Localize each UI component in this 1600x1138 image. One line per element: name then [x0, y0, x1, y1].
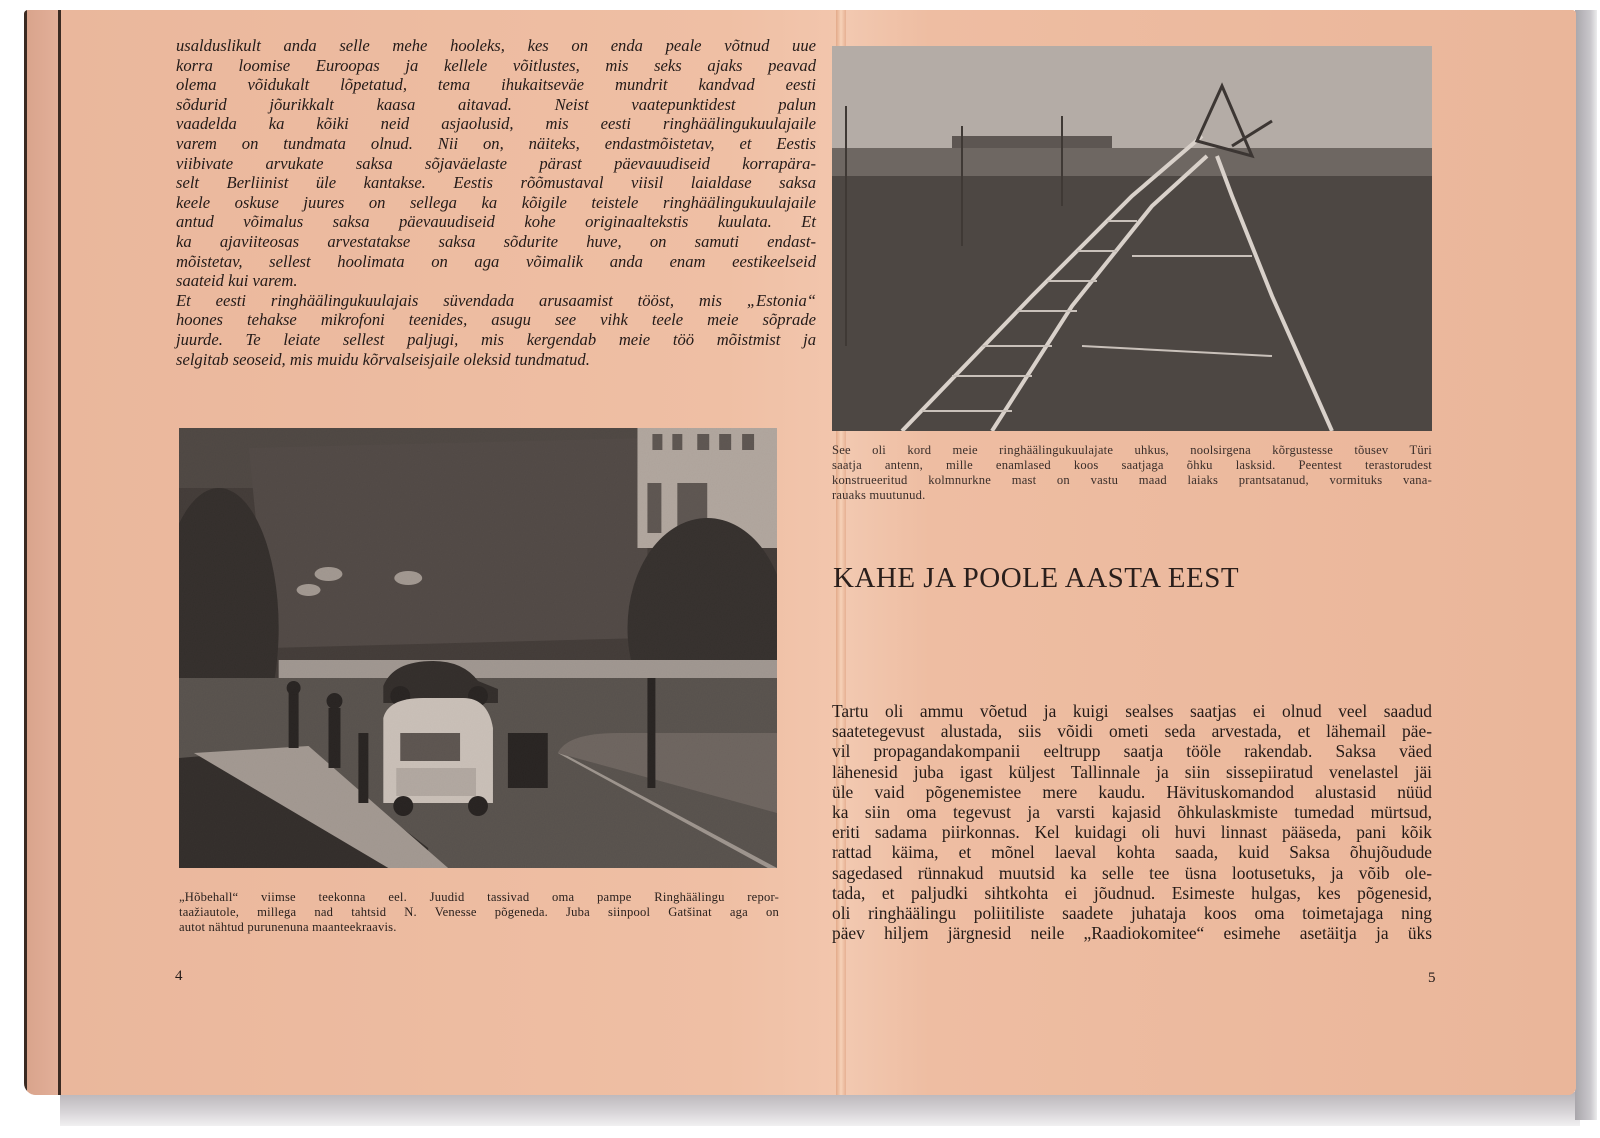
- text-line: rauaks muutunud.: [832, 488, 926, 502]
- scan-shadow-right: [1575, 10, 1597, 1120]
- text-line: vaadelda ka kõiki neid asjaolusid, mis eesti ringhäälingukuulajaile: [176, 114, 816, 134]
- right-photo-caption: [832, 443, 1432, 503]
- text-line: autot nähtud purunenuna maanteekraavis.: [179, 920, 397, 934]
- text-line: usalduslikult anda selle mehe hooleks, kes on enda peale võtnud uue: [176, 36, 816, 55]
- street-photo-illustration: [179, 428, 777, 868]
- mast-photo-illustration: [832, 46, 1432, 431]
- text-line: mõistetav, sellest hoolimata on aga võimalik anda enam eestikeelseid: [176, 251, 816, 271]
- scan-shadow-bottom: [60, 1092, 1580, 1126]
- text-line: oli ringhäälingu poliitiliste saadete juhataja koos oma toimetajaga ning: [832, 903, 1432, 924]
- cover-edge: [24, 10, 61, 1095]
- text-line: juurde. Te leiate sellest paljugi, mis kergendab meie töö mõistmist ja: [176, 329, 816, 349]
- text-line: olema võidukalt lõpetatud, tema ihukaitseväe mundrit kandvad eesti: [176, 75, 816, 95]
- text-line: rattad käima, et mõnel laeval kohta saada, kuid Saksa õhujõudude: [832, 842, 1432, 863]
- text-line: sõdurid jõurikkalt kaasa aitavad. Neist vaatepunktidest palun: [176, 94, 816, 114]
- text-line: korra loomise Euroopas ja kellele võitlustes, mis seks ajaks peavad: [176, 55, 816, 75]
- text-line: keele oskuse juures on sellega ka kõigile teistele ringhäälingukuulajaile: [176, 192, 816, 212]
- text-line: selgitab seoseid, mis muidu kõrvalseisjaile oleksid tundmatud.: [176, 349, 590, 369]
- text-line: eriti sadama piirkonnas. Kel kuidagi oli huvi linnast pääseda, pani kõik: [832, 822, 1432, 843]
- text-line: üle vaid põgenemistee mere kaudu. Hävituskomandod alustasid nüüd: [832, 781, 1432, 802]
- chapter-title: KAHE JA POOLE AASTA EEST: [833, 562, 1240, 594]
- text-line: varem on tundmata olnud. Nii on, näiteks, endastmõistetav, et Eestis: [176, 133, 816, 153]
- text-line: tada, et paljudki sihtkohta ei jõudnud. Esimeste hulgas, kes põgenesid,: [832, 882, 1432, 903]
- text-line: Tartu oli ammu võetud ja kuigi sealses saatjas ei olnud veel saadud: [832, 701, 1432, 721]
- photo-street-reportage-car: [179, 428, 777, 868]
- page-number-right: 5: [1428, 970, 1436, 986]
- text-line: See oli kord meie ringhäälingukuulajate uhkus, noolsirgena kõrgustesse tõusev Türi: [832, 443, 1432, 457]
- text-line: saateid kui varem.: [176, 271, 298, 291]
- text-line: selt Berliinist üle kantakse. Eestis rõõmustaval viisil laialdase saksa: [176, 173, 816, 193]
- text-line: antud võimalus saksa päevauudiseid kohe originaaltekstis kuulata. Et: [176, 212, 816, 232]
- booklet-spread: [24, 10, 1576, 1095]
- text-line: sagedased rünnakud muutsid ka selle tee üsna lootusetuks, ja võib ole-: [832, 862, 1432, 883]
- text-line: vil propagandakompanii eeltrupp saatja tööle rakendab. Saksa väed: [832, 741, 1432, 762]
- text-line: saatetegevust alustada, siis võidi ometi seda arvestada, et lähemail päe-: [832, 721, 1432, 742]
- photo-collapsed-antenna-mast: [832, 46, 1432, 431]
- page-number-left: 4: [175, 968, 183, 984]
- text-line: saatja antenn, mille enamlased koos saatjaga õhku lasksid. Peentest terastorudest: [832, 458, 1432, 472]
- text-line: päev hiljem järgnesid neile „Raadiokomitee“ esimehe asetäitja ja üks: [832, 923, 1432, 944]
- text-line: lähenesid juba igast küljest Tallinnale ja siin sissepiiratud venelastel jäi: [832, 761, 1432, 782]
- left-page-paragraph: [176, 36, 816, 369]
- text-line: Et eesti ringhäälingukuulajais süvendada arusaamist tööst, mis „Estonia“: [176, 290, 816, 310]
- text-line: ka ajaviiteosas arvestatakse saksa sõdurite huve, on samuti endast-: [176, 231, 816, 251]
- text-line: taažiautole, millega nad tahtsid N. Venesse põgeneda. Juba siinpool Gatšinat aga on: [179, 905, 779, 919]
- left-photo-caption: [179, 890, 779, 935]
- text-line: konstrueeritud kolmnurkne mast on vastu maad laiaks prantsatanud, vormituks vana-: [832, 473, 1432, 487]
- right-page-body-text: [832, 701, 1432, 943]
- text-line: ka siin oma tegevust ja varsti kajasid õhkulaskmiste tumedad mürtsud,: [832, 802, 1432, 823]
- text-line: hoones tehakse mikrofoni teenides, asugu see vihk teele meie sõprade: [176, 310, 816, 330]
- text-line: viibivate arvukate saksa sõjaväelaste pärast päevauudiseid korrapära-: [176, 153, 816, 173]
- text-line: „Hõbehall“ viimse teekonna eel. Juudid tassivad oma pampe Ringhäälingu repor-: [179, 890, 779, 904]
